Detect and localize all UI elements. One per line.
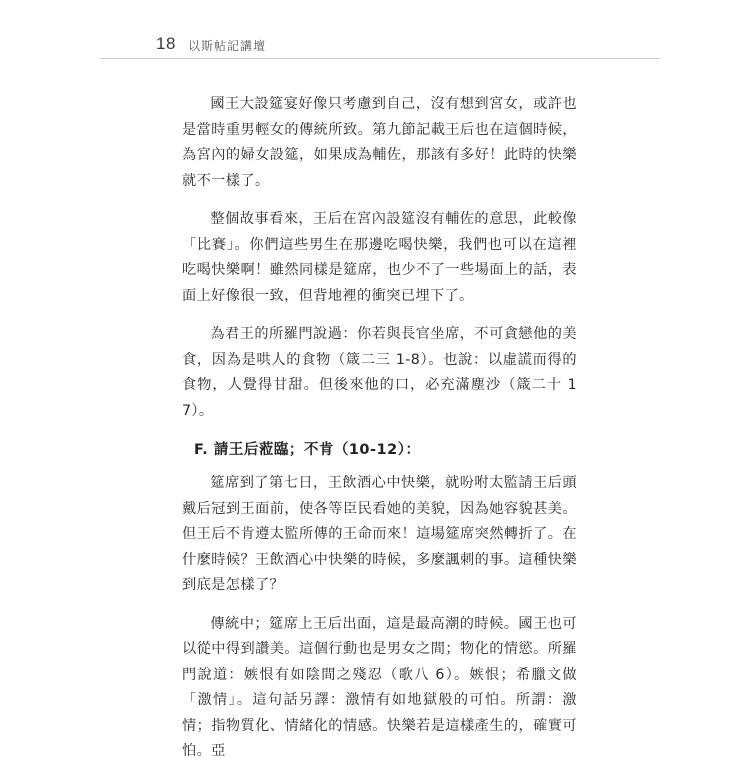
paragraph: 整個故事看來，王后在宮內設筵沒有輔佐的意思，此較像「比賽」。你們這些男生在那邊吃喝快樂，我們也可以在這裡吃喝快樂啊！雖然同樣是筵席，也少不了一些場面上的話，表面上好像很一致，但背地裡的衝突已埋下了。 [182,211,577,304]
paragraph: 國王大設筵宴好像只考慮到自己，沒有想到宮女，或許也是當時重男輕女的傳統所致。第九節記載王后也在這個時候，為宮內的婦女設筵，如果成為輔佐，那該有多好！此時的快樂就不一樣了。 [182,96,577,189]
running-title: 以斯帖記講壇 [188,39,267,53]
section-heading: F. 請王后蒞臨；不肯（10-12）： [194,442,421,458]
running-header [100,32,660,59]
body-text [182,92,577,778]
page-number: 18 [156,34,176,53]
paragraph: 傳統中；筵席上王后出面，這是最高潮的時候。國王也可以從中得到讚美。這個行動也是男女之間；物化的情慾。所羅門說道：嫉恨有如陰間之殘忍（歌八 6）。嫉恨；希臘文做「激情」。這句話另譯：激情有如地獄般的可怕。所謂：激情；指物質化、情緒化的情感。快樂若是這樣產生的，確實可怕。亞 [182,615,577,759]
paragraph: 筵席到了第七日，王飲酒心中快樂，就吩咐太監請王后頭戴后冠到王面前，使各等臣民看她的美貌，因為她容貌甚美。但王后不肯遵太監所傳的王命而來！這場筵席突然轉折了。在什麼時候？王飲酒心中快樂的時候，多麼諷刺的事。這種快樂到底是怎樣了？ [182,475,577,593]
paragraph: 為君王的所羅門說過：你若與長官坐席，不可貪戀他的美食，因為是哄人的食物（箴二三 1-8）。也說：以虛謊而得的食物，人覺得甘甜。但後來他的口，必充滿塵沙（箴二十 17）。 [182,326,577,419]
